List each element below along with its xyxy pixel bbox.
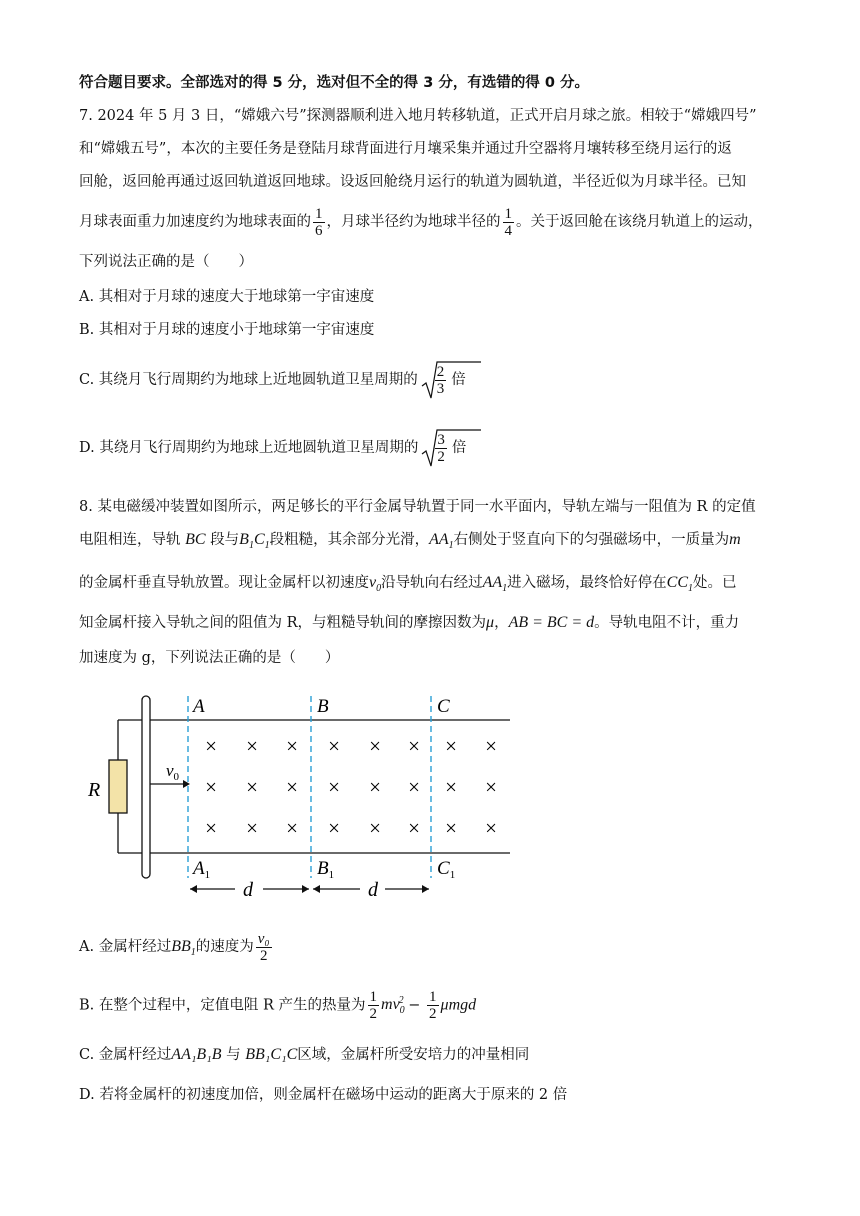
frac-den: 2 xyxy=(369,1005,378,1022)
math-letter: AA xyxy=(429,531,449,548)
section-instruction: 符合题目要求。全部选对的得 5 分，选对但不全的得 3 分，有选错的得 0 分。 xyxy=(79,75,590,91)
minus-sign: − xyxy=(403,997,426,1014)
sqrt-symbol xyxy=(421,358,449,402)
distance-label-2: d xyxy=(368,879,378,901)
q7-stem-line4 xyxy=(79,200,763,244)
q8-text: 右侧处于竖直向下的匀强磁场中，一质量为 xyxy=(453,532,730,548)
cross-icon: × xyxy=(485,816,497,840)
q8-stem-line5: 加速度为 g，下列说法正确的是（ ） xyxy=(79,650,340,666)
q7-option-c-end: 倍 xyxy=(451,372,466,388)
q8-stem-line4 xyxy=(79,613,739,633)
frac-num: 2 xyxy=(436,363,445,380)
subscript: 1 xyxy=(688,583,693,595)
cross-icon: × xyxy=(286,734,298,758)
q7-option-c-text: C. 其绕月飞行周期约为地球上近地圆轨道卫星周期的 xyxy=(79,372,418,388)
q7-stem-line4-c: 。关于返回舱在该绕月轨道上的运动， xyxy=(516,214,763,230)
math-equation: AB = BC = d xyxy=(508,614,595,631)
q7-option-d-text: D. 其绕月飞行周期约为地球上近地圆轨道卫星周期的 xyxy=(79,440,419,456)
q7-stem-line2: 和“嫦娥五号”，本次的主要任务是登陆月球背面进行月壤采集并通过升空器将月壤转移至绕月运行的返 xyxy=(79,141,732,157)
q8-option-b-text: B. 在整个过程中，定值电阻 R 产生的热量为 xyxy=(79,997,366,1014)
arrow-head-icon xyxy=(183,780,190,788)
cross-icon: × xyxy=(408,775,420,799)
q7-fraction-gravity xyxy=(313,206,325,239)
q8-option-a xyxy=(79,925,274,975)
frac-den: 3 xyxy=(436,380,445,397)
q7-stem-line4-b: ，月球半径约为地球半径的 xyxy=(326,214,501,230)
q8-text: 与 xyxy=(226,1047,241,1063)
math-letter: CC xyxy=(666,574,688,591)
q7-fraction-radius xyxy=(503,206,515,239)
label-letter: A xyxy=(193,858,205,879)
frac-den: 4 xyxy=(504,222,512,239)
q7-stem-line5: 下列说法正确的是（ ） xyxy=(79,254,253,270)
subscript: 1 xyxy=(448,540,454,552)
fraction-v0-over-2 xyxy=(256,931,272,964)
math-mv0-squared xyxy=(381,995,405,1017)
arrow-head-icon xyxy=(313,885,320,893)
q8-text: 知金属杆接入导轨之间的阻值为 R，与粗糙导轨间的摩擦因数为 xyxy=(79,615,487,631)
frac-num: 1 xyxy=(429,988,437,1005)
fraction-half xyxy=(368,989,380,1022)
label-subscript: 1 xyxy=(328,869,335,881)
frac-num: 3 xyxy=(437,431,445,448)
cross-icon: × xyxy=(408,734,420,758)
math-letter: BB xyxy=(171,938,191,955)
frac-num: 1 xyxy=(504,205,512,222)
cross-icon: × xyxy=(445,775,457,799)
q8-text: 沿导轨向右经过 xyxy=(381,575,483,591)
cross-icon: × xyxy=(445,734,457,758)
subscript: 0 xyxy=(376,583,382,595)
cross-icon: × xyxy=(328,775,340,799)
q8-stem-line1: 8. 某电磁缓冲装置如图所示，两足够长的平行金属导轨置于同一水平面内，导轨左端与一阻值为 R 的定值 xyxy=(79,499,756,515)
math-region-2: BB₁C₁C xyxy=(245,1046,298,1063)
cross-icon: × xyxy=(205,816,217,840)
q8-option-b xyxy=(79,979,476,1034)
math-region-1: AA₁B₁B xyxy=(171,1046,222,1063)
label-subscript: 1 xyxy=(449,869,456,881)
math-letter: AA xyxy=(482,574,503,591)
cross-icon: × xyxy=(286,775,298,799)
label-A1 xyxy=(191,858,210,881)
math-v0 xyxy=(369,574,382,595)
magnetic-field-crosses xyxy=(205,734,497,840)
math-m: m xyxy=(729,531,741,548)
metal-rod xyxy=(142,696,150,878)
math-mu: μ xyxy=(486,614,495,631)
frac-num: 1 xyxy=(369,988,378,1005)
q8-option-d: D. 若将金属杆的初速度加倍，则金属杆在磁场中运动的距离大于原来的 2 倍 xyxy=(79,1087,568,1103)
q8-text: 进入磁场，最终恰好停在 xyxy=(507,575,667,591)
velocity-label xyxy=(166,761,180,783)
label-C: C xyxy=(437,696,450,717)
q8-text: 区域，金属杆所受安培力的冲量相同 xyxy=(297,1047,530,1063)
q8-text: 段与 xyxy=(210,532,240,548)
frac-num: v₀ xyxy=(257,930,270,947)
frac-den: 2 xyxy=(256,947,272,964)
label-B: B xyxy=(317,696,329,717)
label-A: A xyxy=(193,696,205,717)
label-letter: C xyxy=(437,858,450,879)
cross-icon: × xyxy=(205,775,217,799)
q8-text: 段粗糙，其余部分光滑， xyxy=(269,532,430,548)
cross-icon: × xyxy=(485,734,497,758)
q7-option-c xyxy=(79,358,466,402)
cross-icon: × xyxy=(369,775,381,799)
velocity-letter: v xyxy=(166,761,174,780)
q8-option-a-mid: 的速度为 xyxy=(195,939,254,955)
q8-text: 。导轨电阻不计，重力 xyxy=(594,615,740,631)
arrow-head-icon xyxy=(302,885,309,893)
math-letter: mv xyxy=(381,996,400,1014)
cross-icon: × xyxy=(485,775,497,799)
math-mu-mgd: μmgd xyxy=(440,996,477,1014)
q7-stem-line1: 7. 2024 年 5 月 3 日，“嫦娥六号”探测器顺利进入地月转移轨道，正式开启月球之旅。相较于“嫦娥四号” xyxy=(79,108,757,124)
cross-icon: × xyxy=(369,734,381,758)
math-letter: C xyxy=(253,531,265,548)
math-B1C1 xyxy=(239,531,270,552)
subscript: 1 xyxy=(190,947,196,959)
frac-den: 2 xyxy=(429,1005,437,1022)
q7-option-a: A. 其相对于月球的速度大于地球第一宇宙速度 xyxy=(79,289,375,305)
cross-icon: × xyxy=(369,816,381,840)
math-AA1 xyxy=(482,574,508,595)
frac-den: 2 xyxy=(437,448,445,465)
subscript: 0 xyxy=(399,1005,405,1017)
arrow-head-icon xyxy=(190,885,197,893)
math-BB1 xyxy=(171,938,196,959)
cross-icon: × xyxy=(328,734,340,758)
math-CC1 xyxy=(666,574,693,595)
q8-text: ， xyxy=(494,615,509,631)
math-AA1 xyxy=(429,531,454,552)
cross-icon: × xyxy=(205,734,217,758)
cross-icon: × xyxy=(328,816,340,840)
q8-option-a-text: A. 金属杆经过 xyxy=(79,939,172,955)
q7-stem-line3: 回舱，返回舱再通过返回轨道返回地球。设返回舱绕月运行的轨道为圆轨道，半径近似为月球半径。已知 xyxy=(79,174,746,190)
q8-text: 处。已 xyxy=(693,575,737,591)
sqrt-symbol xyxy=(421,426,449,470)
q7-option-b: B. 其相对于月球的速度小于地球第一宇宙速度 xyxy=(79,322,375,338)
q8-stem-line3 xyxy=(79,573,737,599)
q7-stem-line4-a: 月球表面重力加速度约为地球表面的 xyxy=(79,214,311,230)
cross-icon: × xyxy=(286,816,298,840)
math-BC: BC xyxy=(185,531,206,548)
subscript: 1 xyxy=(248,540,254,552)
label-B1 xyxy=(317,858,334,881)
velocity-subscript: 0 xyxy=(173,771,180,783)
fraction-half xyxy=(427,989,439,1022)
math-letter: v xyxy=(369,574,377,591)
resistor xyxy=(109,760,127,813)
label-subscript: 1 xyxy=(204,869,211,881)
superscript: 2 xyxy=(398,995,404,1006)
q8-text: 的金属杆垂直导轨放置。现让金属杆以初速度 xyxy=(79,575,369,591)
arrow-head-icon xyxy=(422,885,429,893)
q7-option-d-end: 倍 xyxy=(451,440,467,456)
subscript: 1 xyxy=(502,583,508,595)
subscript: 1 xyxy=(264,540,270,552)
cross-icon: × xyxy=(408,816,420,840)
circuit-diagram xyxy=(80,688,520,908)
label-letter: B xyxy=(317,858,329,879)
label-C1 xyxy=(437,858,455,881)
distance-label-1: d xyxy=(243,879,253,901)
q7-option-d xyxy=(79,426,466,470)
frac-num: 1 xyxy=(315,205,323,222)
cross-icon: × xyxy=(445,816,457,840)
cross-icon: × xyxy=(246,816,258,840)
resistor-label: R xyxy=(88,779,101,801)
math-letter: B xyxy=(239,531,249,548)
q8-text: C. 金属杆经过 xyxy=(79,1047,172,1063)
frac-den: 6 xyxy=(315,222,323,239)
cross-icon: × xyxy=(246,734,258,758)
q8-option-c xyxy=(79,1045,529,1065)
q8-text: 电阻相连，导轨 xyxy=(79,532,181,548)
q8-stem-line2 xyxy=(79,530,741,556)
cross-icon: × xyxy=(246,775,258,799)
